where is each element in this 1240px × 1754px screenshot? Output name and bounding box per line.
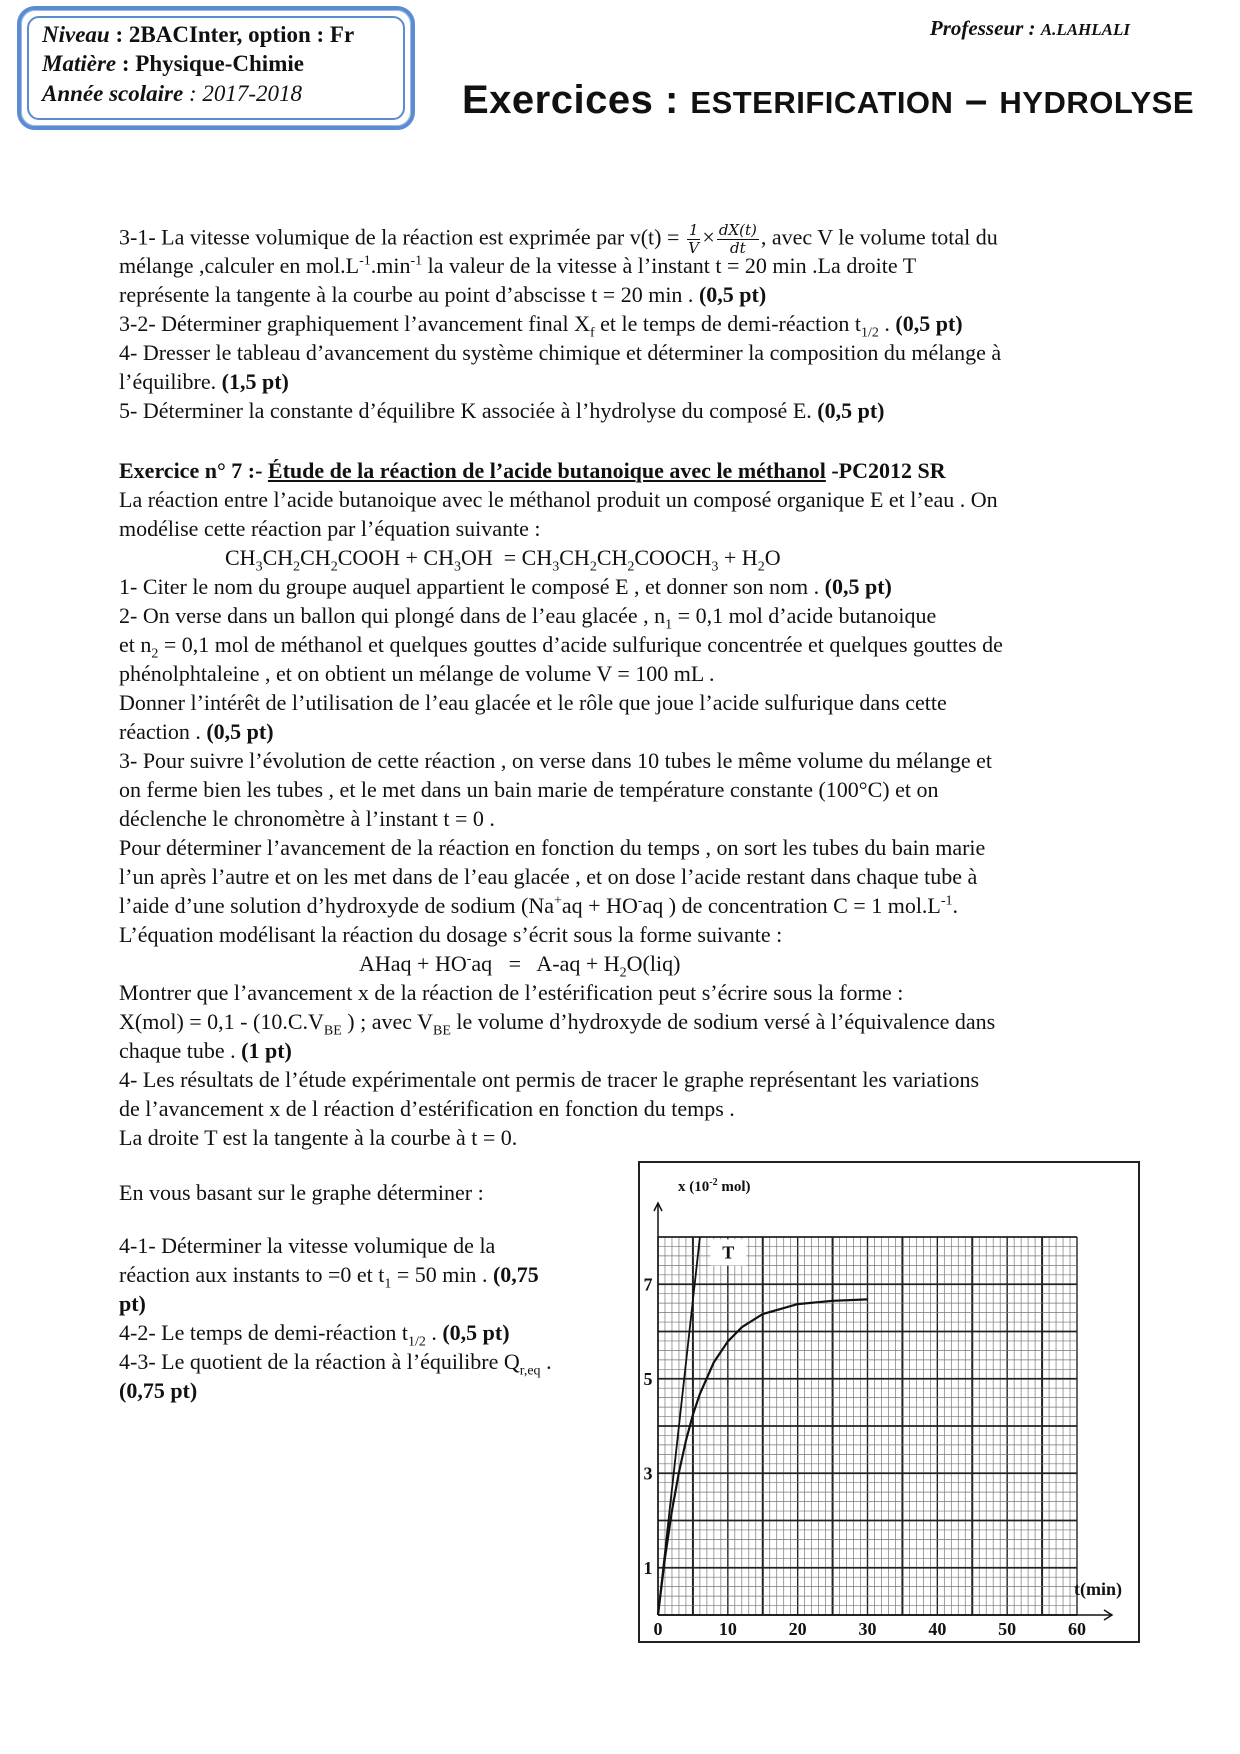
sub-text: 3 [255,559,263,575]
text-line [119,688,1003,717]
text-line [119,717,1003,746]
sup-text: -1 [359,253,371,269]
sub-text: 1 [665,617,673,633]
text-line [119,251,1001,280]
text-line [119,1178,484,1207]
annee-label: Année scolaire [42,81,184,106]
y-tick-label: 7 [643,1274,653,1295]
text-segment: CH [559,545,590,570]
text-segment: .min [370,253,411,278]
text-line [119,630,1003,662]
points-or-bold-text: Exercice n° 7 :- [119,458,268,483]
professor [930,16,1130,41]
text-segment: 5- Déterminer la constante d’équilibre K associée à l’hydrolyse du composé E. [119,398,818,423]
x-tick-label: 40 [928,1619,947,1639]
text-segment: chaque tube . [119,1038,242,1063]
sub-text: 2 [589,559,597,575]
sup-text: - [637,893,643,909]
points-or-bold-text: (0,5 pt) [817,398,885,423]
text-line [119,396,1001,425]
text-segment: CH [262,545,294,570]
text-segment: × [702,224,715,250]
sub-text: 1 [384,1276,392,1292]
text-line [119,1065,1003,1094]
text-segment: . [540,1349,552,1374]
text-segment: déclenche le chronomètre à l’instant t = 0 . [119,806,495,831]
sup-text: -1 [940,893,953,909]
graph-intro [119,1178,484,1207]
annotation-T-label: T [722,1242,735,1263]
points-or-bold-text: -PC2012 SR [825,458,946,483]
sub-text: 2 [619,965,627,981]
exercise-title: Étude de la réaction de l’acide butanoique avec le méthanol [267,458,826,483]
sub-text: 1/2 [407,1334,426,1350]
text-segment: réaction aux instants to =0 et t [119,1262,385,1287]
text-segment: Donner l’intérêt de l’utilisation de l’eau glacée et le rôle que joue l’acide sulfurique dans cette [119,690,947,715]
page-title [462,78,1194,123]
text-segment: modélise cette réaction par l’équation suivante : [119,516,541,541]
fraction-denominator: dt [730,239,746,257]
text-segment: la valeur de la vitesse à l’instant t = 20 min .La droite T [422,253,917,278]
text-line [119,804,1003,833]
text-line [119,1231,552,1260]
text-segment: O(liq) [626,951,681,976]
text-segment: phénolphtaleine , et on obtient un mélange de volume V = 100 mL . [119,661,715,686]
text-line [119,280,1001,309]
text-line [119,514,1003,543]
points-or-bold-text: (0,5 pt) [698,282,767,307]
text-segment: En vous basant sur le graphe déterminer : [119,1180,484,1205]
text-segment: OH = CH [461,545,553,570]
text-line [119,1376,552,1405]
text-segment: et n [119,632,152,657]
text-segment: Montrer que l’avancement x de la réaction de l’estérification peut s’écrire sous la forme : [119,980,904,1005]
text-line [119,949,1003,981]
text-segment: on ferme bien les tubes , et le met dans un bain marie de température constante (100°C) et on [119,777,939,802]
professor-name: A.LAHLALI [1040,20,1130,39]
questions-part-3-5 [119,222,1001,425]
text-segment: X(mol) = 0,1 - (10.C.V [119,1009,324,1034]
text-segment: 4-3- Le quotient de la réaction à l’équilibre Q [119,1349,520,1374]
text-line [119,485,1003,514]
text-segment: + H [718,545,758,570]
annee-value: : 2017-2018 [183,81,303,106]
text-segment: = 0,1 mol de méthanol et quelques gouttes d’acide sulfurique concentrée et quelques gouttes de [158,632,1003,657]
y-tick-label: 1 [643,1557,653,1578]
y-tick-label: 5 [643,1368,653,1389]
points-or-bold-text: (0,5 pt) [442,1320,510,1345]
sub-text: r,eq [519,1363,541,1379]
x-tick-label: 10 [718,1619,737,1639]
text-segment: COOH + CH [337,545,454,570]
x-tick-label: 60 [1068,1619,1086,1639]
text-segment: . [425,1320,443,1345]
niveau-line [42,22,354,48]
text-segment: 4- Dresser le tableau d’avancement du système chimique et déterminer la composition du mélange à [119,340,1002,365]
text-segment: = 0,1 mol d’acide butanoique [672,603,937,628]
sub-text: 2 [330,559,338,575]
text-line [119,1347,552,1379]
text-line [119,1123,1003,1152]
text-line [119,920,1003,949]
text-segment: O [764,545,781,570]
fraction-denominator: V [688,239,700,257]
text-segment: ) ; avec V [341,1009,434,1034]
sub-text: 2 [757,559,765,575]
text-segment: représente la tangente à la courbe au point d’abscisse t = 20 min . [119,282,699,307]
sub-text: BE [323,1023,342,1039]
text-segment: 4-1- Déterminer la vitesse volumique de la [119,1233,496,1258]
text-line [119,659,1003,688]
text-line [119,1289,552,1318]
sub-text: BE [433,1023,451,1039]
points-or-bold-text: (1,5 pt) [221,369,289,394]
text-line [119,775,1003,804]
text-line [119,1036,1003,1065]
sub-text: 2 [151,646,159,662]
x-axis-label: t(min) [1074,1579,1122,1599]
text-line [119,1007,1003,1039]
y-axis-label-part: mol) [717,1179,751,1195]
text-segment: 1- Citer le nom du groupe auquel appartient le composé E , et donner son nom . [119,574,825,599]
text-segment: 2- On verse dans un ballon qui plongé dans de l’eau glacée , n [119,603,666,628]
text-segment: 4- Les résultats de l’étude expérimentale ont permis de tracer le graphe représentant les variations [119,1067,980,1092]
text-segment: 3-1- La vitesse volumique de la réaction est exprimée par v(t) = [119,224,685,250]
text-line [119,1094,1003,1123]
sub-text: f [589,325,595,341]
text-line [119,601,1003,633]
sup-text: + [554,893,562,909]
annee-line [42,81,302,107]
matiere-value: : Physique-Chimie [116,51,304,76]
text-line [119,572,1003,601]
text-line [119,891,1003,920]
fraction-numerator: 1 [688,221,699,239]
x-tick-label: 50 [998,1619,1017,1639]
exercise-7 [119,456,1003,1152]
text-segment: l’un après l’autre et on les met dans de l’eau glacée , et on dose l’acide restant dans chaque tube à [119,864,978,889]
text-line [119,746,1003,775]
text-segment: . [878,311,896,336]
text-line [119,1260,552,1292]
text-segment: CH [225,545,256,570]
text-line [119,833,1003,862]
text-line [119,367,1001,396]
text-segment: 3- Pour suivre l’évolution de cette réaction , on verse dans 10 tubes le même volume du mélange et [119,748,993,773]
sub-text: 3 [454,559,461,575]
matiere-label: Matière [42,51,117,76]
advancement-chart [638,1161,1140,1643]
matiere-line [42,51,304,77]
professor-label: Professeur : [929,16,1041,40]
text-segment: l’aide d’une solution d’hydroxyde de sodium (Na [119,893,555,918]
text-segment: AHaq + HO [359,951,467,976]
points-or-bold-text: pt) [119,1291,146,1316]
fraction-numerator: dX(t) [718,221,757,239]
chart-svg [640,1163,1142,1645]
text-line [119,221,1001,257]
text-segment: , avec V le volume total du [760,224,998,250]
text-segment: = 50 min . [391,1262,493,1287]
text-segment: Pour déterminer l’avancement de la réaction en fonction du temps , on sort les tubes du bain marie [119,835,986,860]
y-axis-label-part: x (10 [678,1179,710,1195]
text-line [119,1318,552,1350]
text-segment: CH [300,545,331,570]
text-segment: de l’avancement x de l réaction d’estérification en fonction du temps . [119,1096,735,1121]
sub-text: 2 [627,559,635,575]
text-segment: aq ) de concentration C = 1 mol.L [642,893,941,918]
text-segment: La droite T est la tangente à la courbe à t = 0. [119,1125,518,1150]
text-line [119,309,1001,341]
sup-text: - [466,951,472,967]
text-line [119,978,1003,1007]
y-axis-label [678,1177,751,1195]
text-segment: . [952,893,959,918]
text-segment: l’équilibre. [119,369,222,394]
sub-text: 3 [552,559,560,575]
text-segment: réaction . [119,719,207,744]
sub-text: 1/2 [861,325,879,341]
text-line [119,338,1001,367]
text-segment: mélange ,calculer en mol.L [119,253,360,278]
x-tick-label: 20 [788,1619,807,1639]
text-segment: L’équation modélisant la réaction du dosage s’écrit sous la forme suivante : [119,922,783,947]
sup-text: -1 [410,253,423,269]
points-or-bold-text: (0,5 pt) [206,719,274,744]
niveau-value: : 2BACInter, option : Fr [109,22,355,47]
text-segment: CH [596,545,628,570]
text-segment: 3-2- Déterminer graphiquement l’avancement final X [119,311,590,336]
points-or-bold-text: (0,75 [492,1262,539,1287]
title-separator: – [953,78,1000,122]
text-segment: La réaction entre l’acide butanoique avec le méthanol produit un composé organique E et l’eau . On [119,487,998,512]
text-line [119,862,1003,891]
y-axis-label-part: -2 [709,1177,718,1188]
y-tick-label: 3 [643,1463,653,1484]
sub-text: 2 [293,559,301,575]
points-or-bold-text: (0,5 pt) [824,574,892,599]
text-segment: aq = A-aq + H [471,951,620,976]
title-main: Exercices : [462,78,691,122]
sub-text: 3 [711,559,719,575]
text-line [119,543,1003,575]
niveau-label: Niveau [42,22,110,47]
points-or-bold-text: (0,5 pt) [895,311,963,336]
x-tick-label: 0 [653,1619,663,1639]
title-topic-2: HYDROLYSE [999,85,1194,120]
graph-questions [119,1231,552,1405]
text-segment: aq + HO [561,893,638,918]
points-or-bold-text: (0,75 pt) [119,1378,198,1403]
points-or-bold-text: (1 pt) [241,1038,292,1063]
text-segment: le volume d’hydroxyde de sodium versé à l’équivalence dans [450,1009,996,1034]
text-line [119,456,1003,485]
x-tick-label: 30 [858,1619,877,1639]
title-topic-1: ESTERIFICATION [690,85,954,120]
text-segment: 4-2- Le temps de demi-réaction t [119,1320,408,1345]
text-segment: COOCH [634,545,712,570]
text-segment: et le temps de demi-réaction t [594,311,861,336]
